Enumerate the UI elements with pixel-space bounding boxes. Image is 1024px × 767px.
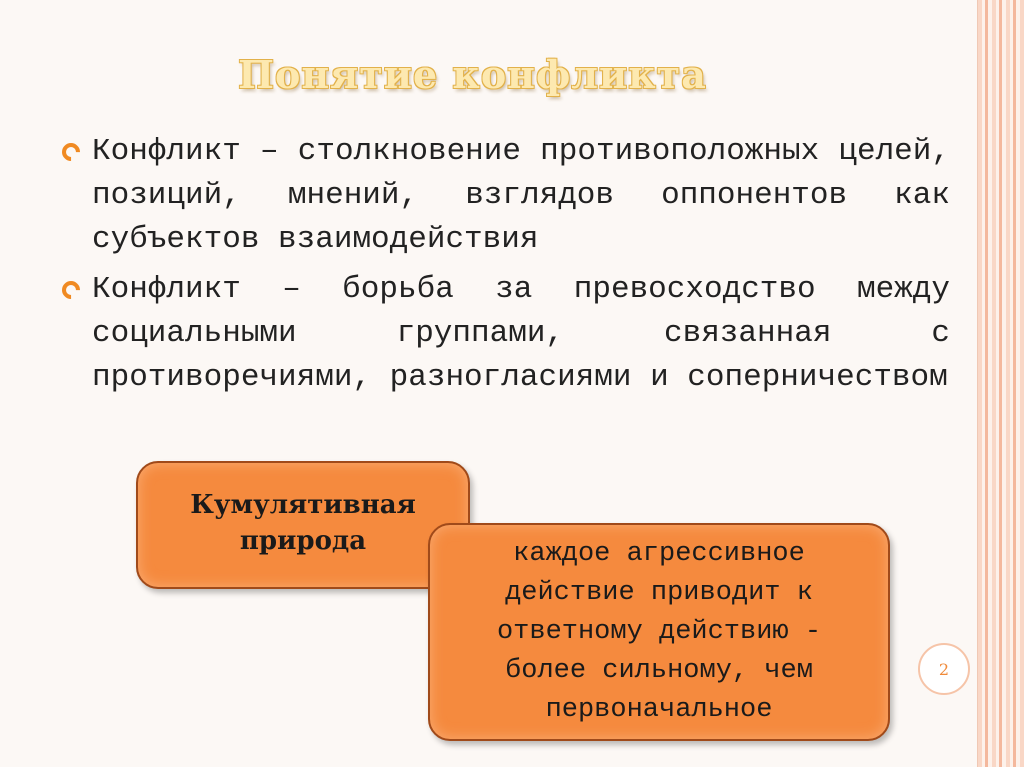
slide-title: Понятие конфликта xyxy=(238,52,707,97)
definition-text: каждое агрессивное действие приводит к ответному действию - более сильному, чем первоначальное xyxy=(496,538,822,725)
bullet-text: Конфликт – столкновение противоположных целей, позиций, мнений, взглядов оппонентов как субъектов взаимодействия xyxy=(92,134,950,257)
circle-bullet-icon xyxy=(58,277,83,302)
decorative-stripes xyxy=(978,0,1024,767)
page-number: 2 xyxy=(938,659,950,679)
page-number-badge xyxy=(918,643,970,695)
bullet-item xyxy=(62,130,950,262)
cumulative-nature-box xyxy=(136,461,470,589)
bullet-item xyxy=(62,268,950,400)
cumulative-nature-label: Кумулятивная природа xyxy=(190,490,416,556)
circle-bullet-icon xyxy=(58,139,83,164)
bullet-text: Конфликт – борьба за превосходство между социальными группами, связанная с противоречиями, разногласиями и соперничеством xyxy=(92,272,950,395)
bullet-list xyxy=(62,130,950,406)
definition-box xyxy=(428,523,890,741)
